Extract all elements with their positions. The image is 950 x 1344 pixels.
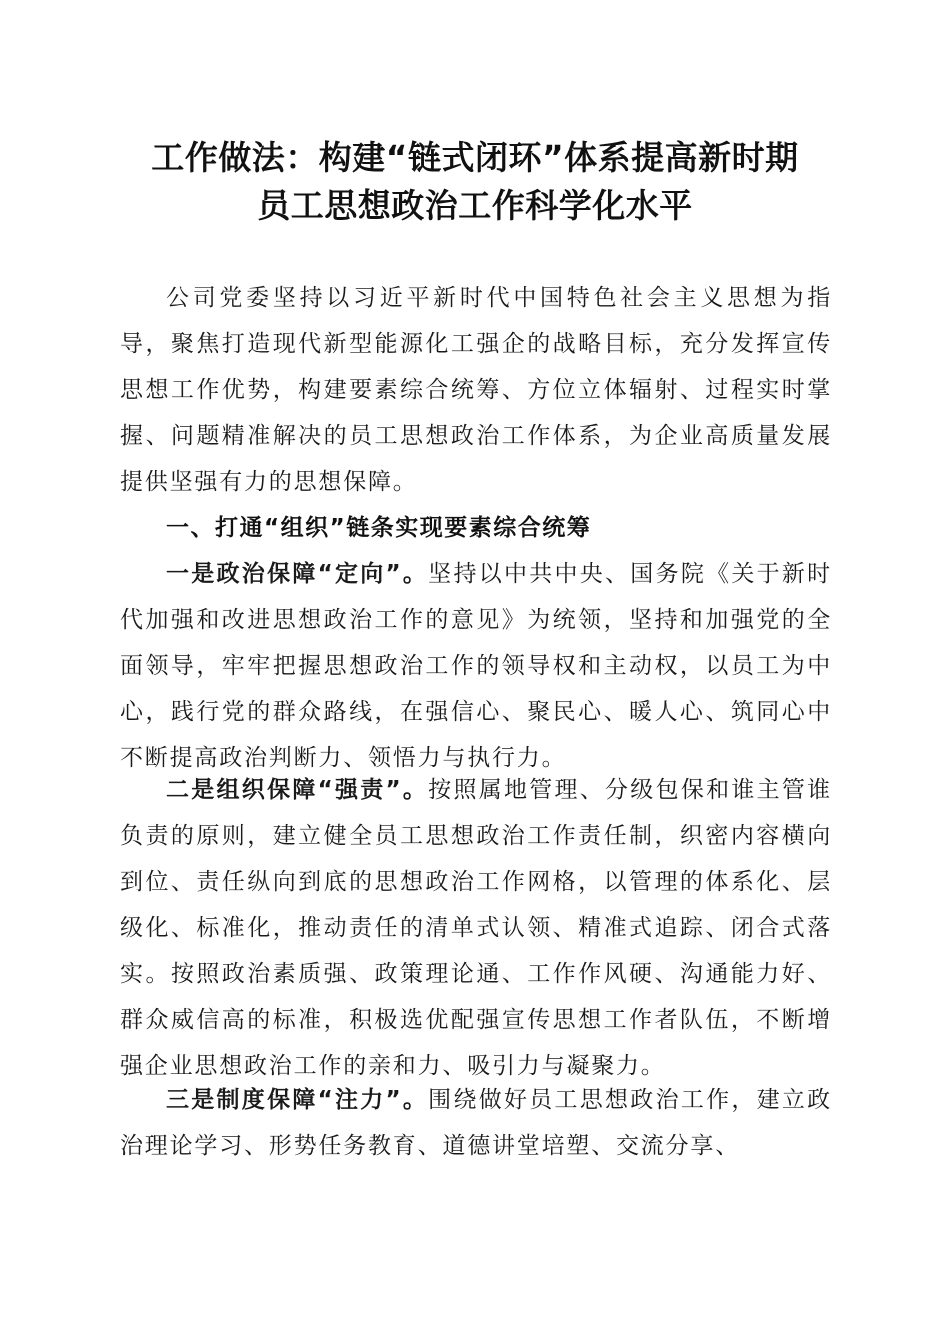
- paragraph-organization-guarantee: [120, 767, 832, 1089]
- paragraph-system-guarantee: [120, 1077, 832, 1169]
- document-title-line-1: 工作做法：构建“链式闭环”体系提高新时期: [151, 138, 799, 177]
- document-title-line-2: 员工思想政治工作科学化水平: [257, 186, 693, 225]
- paragraph-text: 坚持以中共中央、国务院《关于新时代加强和改进思想政治工作的意见》为统领，坚持和加强党的全面领导，牢牢把握思想政治工作的领导权和主动权，以员工为中心，践行党的群众路线，在强信心、聚民心、暖人心、筑同心中不断提高政治判断力、领悟力与执行力。: [120, 561, 832, 771]
- section-heading: 一、打通“组织”链条实现要素综合统筹: [166, 515, 592, 541]
- intro-paragraph: 公司党委坚持以习近平新时代中国特色社会主义思想为指导，聚焦打造现代新型能源化工强企的战略目标，充分发挥宣传思想工作优势，构建要素综合统筹、方位立体辐射、过程实时掌握、问题精准解决的员工思想政治工作体系，为企业高质量发展提供坚强有力的思想保障。: [120, 285, 832, 495]
- paragraph-political-guarantee: [120, 551, 832, 781]
- paragraph-lead: 一是政治保障“定向”。: [166, 561, 429, 587]
- paragraph-text: 围绕做好员工思想政治工作，建立政治理论学习、形势任务教育、道德讲堂培塑、交流分享、: [120, 1087, 832, 1159]
- paragraph-text: 按照属地管理、分级包保和谁主管谁负责的原则，建立健全员工思想政治工作责任制，织密内容横向到位、责任纵向到底的思想政治工作网格，以管理的体系化、层级化、标准化，推动责任的清单式认领、精准式追踪、闭合式落实。按照政治素质强、政策理论通、工作作风硬、沟通能力好、群众威信高的标准，积极选优配强宣传思想工作者队伍，不断增强企业思想政治工作的亲和力、吸引力与凝聚力。: [120, 777, 832, 1079]
- paragraph-lead: 二是组织保障“强责”。: [166, 777, 429, 803]
- paragraph-lead: 三是制度保障“注力”。: [166, 1087, 429, 1113]
